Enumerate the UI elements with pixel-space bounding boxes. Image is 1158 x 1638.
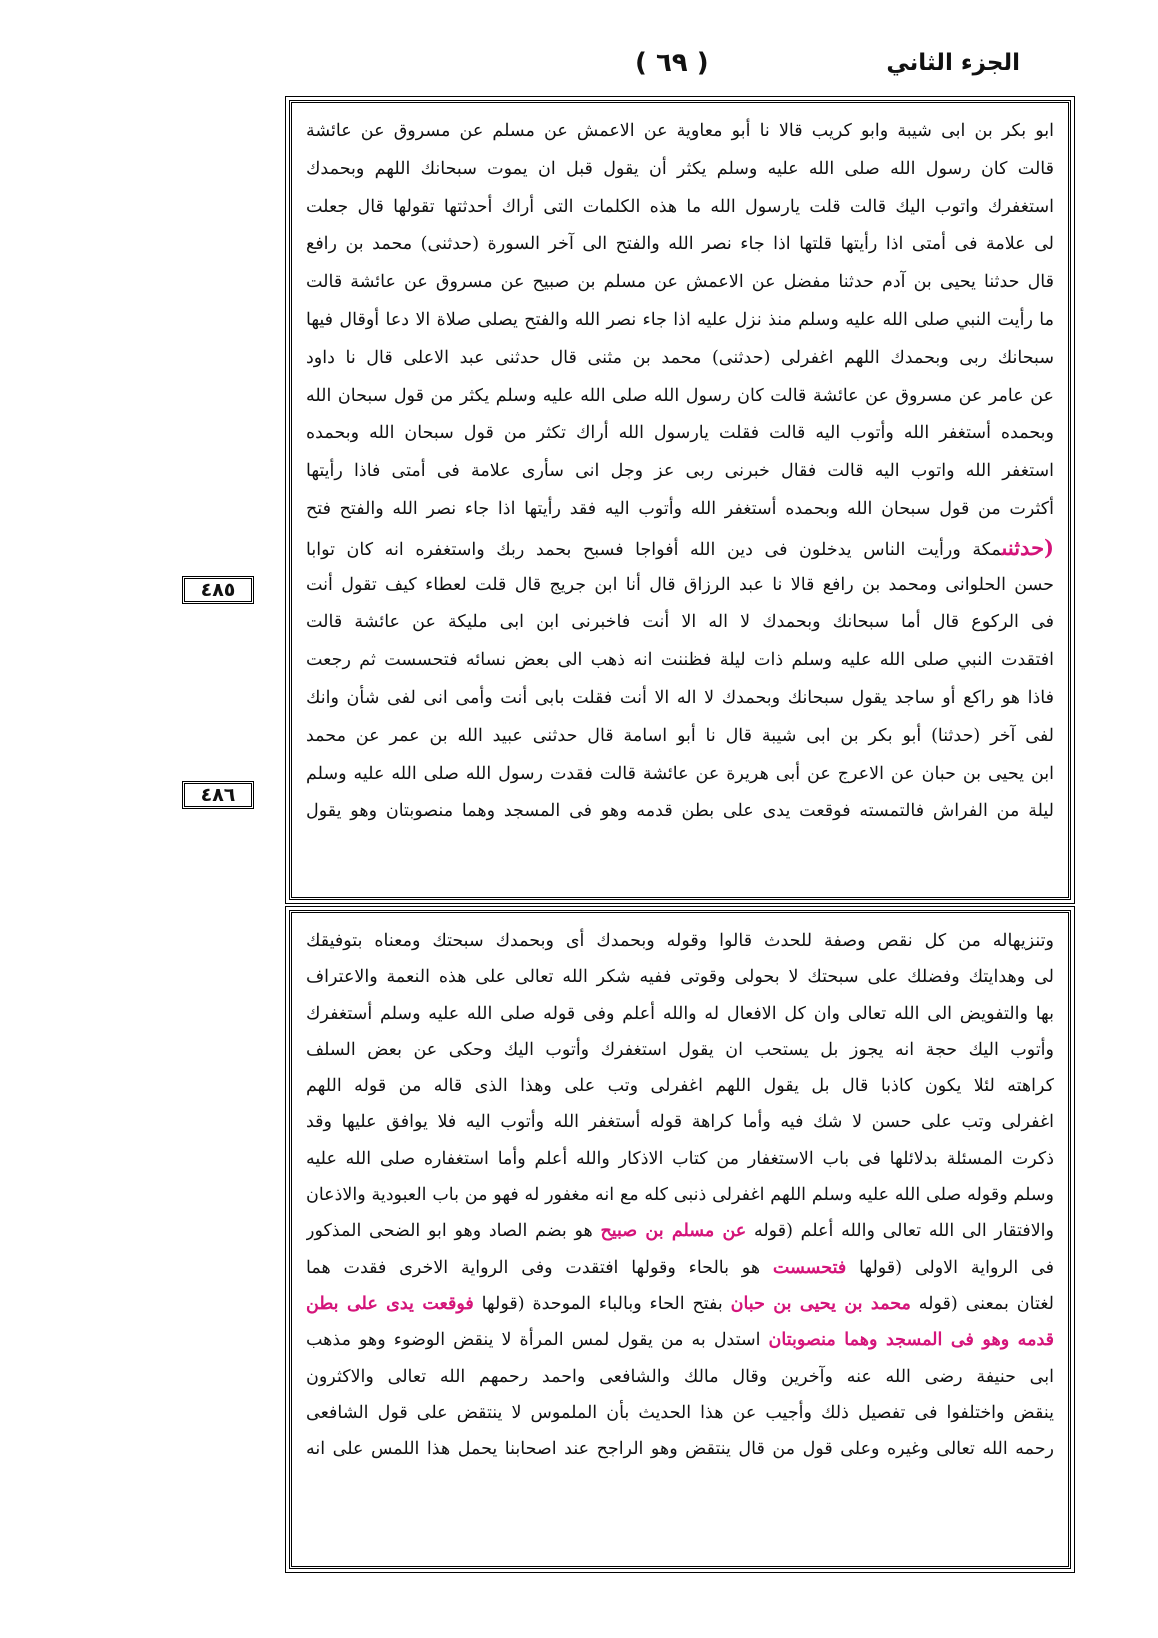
commentary-line (306, 1322, 1054, 1358)
highlighted-term: (حدثنى (1001, 534, 1054, 560)
hadith-line (306, 491, 1054, 529)
text-run: لى علامة فى أمتى اذا رأيتها قلتها اذا جاء نصر الله والفتح الى آخر السورة ( (472, 234, 1054, 255)
text-run: عن عامر عن مسروق عن عائشة قالت كان رسول الله صلى الله عليه وسلم يكثر من قول سبحان الله (306, 385, 1054, 406)
text-run: ليلة من الفراش فالتمسته فوقعت يدى على بطن قدمه وهو فى المسجد وهما منصوبتان وهو يقول (306, 801, 1054, 822)
hadith-line (306, 718, 1054, 756)
hadith-number-486: ٤٨٦ (182, 781, 254, 809)
hadith-line (306, 756, 1054, 794)
text-run: وتنزيهاله من كل نقص وصفة للحدث قالوا وقوله وبحمدك أى وبحمدك سبحتك ومعناه بتوفيقك (306, 931, 1054, 951)
hadith-line (306, 226, 1054, 264)
commentary-text-frame (285, 906, 1075, 1573)
text-run: حدثنى) محمد بن رافع (306, 234, 473, 255)
commentary-line (306, 1213, 1054, 1249)
hadith-line (306, 529, 1054, 567)
volume-title: الجزء الثاني (886, 50, 1020, 76)
text-run: قالت كان رسول الله صلى الله عليه وسلم يكثر أن يقول قبل ان يموت سبحانك اللهم وبحمدك (306, 158, 1054, 179)
hadith-line (306, 189, 1054, 227)
hadith-text-frame (285, 96, 1075, 904)
text-run: والافتقار الى الله تعالى والله أعلم (قوله (746, 1221, 1054, 1242)
hadith-line (306, 680, 1054, 718)
text-run: ابو بكر بن ابى شيبة وابو كريب قالا نا أبو معاوية عن الاعمش عن مسلم عن مسروق عن عائشة (306, 121, 1054, 141)
text-run: قال حدثنا يحيى بن آدم حدثنا مفضل عن الاعمش عن مسلم بن صبيح عن مسروق عن عائشة قالت (306, 272, 1054, 293)
commentary-text-block (306, 923, 1054, 1467)
text-run: هو بضم الصاد وهو ابو الضحى المذكور (306, 1221, 601, 1242)
commentary-line (306, 1068, 1054, 1104)
text-run: رحمه الله تعالى وغيره وعلى قول من قال ينتقض وهو الراجح عند اصحابنا يحمل هذا اللمس على انه (306, 1439, 1054, 1460)
text-run: فاذا هو راكع أو ساجد يقول سبحانك وبحمدك لا اله الا أنت فقلت بابى أنت وأمى انى لفى شأن وانك (306, 687, 1054, 708)
text-run: فى الرواية الاولى (قولها (846, 1257, 1054, 1278)
commentary-line (306, 959, 1054, 995)
text-run: فى الركوع قال أما سبحانك وبحمدك لا اله الا أنت فاخبرنى ابن ابى مليكة عن عائشة قالت (306, 612, 1054, 633)
hadith-line (306, 642, 1054, 680)
highlighted-term: فوقعت يدى على بطن (306, 1293, 474, 1314)
hadith-line (306, 453, 1054, 491)
text-run: استغفر الله واتوب اليه قالت فقال خبرنى ربى عز وجل انى سأرى علامة فى أمتى فاذا رأيتها (306, 461, 1054, 482)
text-run: اغفرلى وتب على حسن لا شك فيه وأما كراهة قوله أستغفر الله وأتوب اليه فلا يوافق عليها وقد (306, 1112, 1054, 1133)
highlighted-term: محمد بن يحيى بن حبان (730, 1293, 911, 1314)
text-run: ابى حنيفة رضى الله عنه وآخرين وقال مالك والشافعى واحمد رحمهم الله تعالى والاكثرون (306, 1366, 1054, 1387)
commentary-line (306, 1032, 1054, 1068)
text-run: مكة ورأيت الناس يدخلون فى دين الله أفواجا فسبح بحمد ربك واستغفره انه كان توابا (306, 539, 1002, 560)
text-run: لفى آخر ( (973, 725, 1054, 746)
hadith-line (306, 793, 1054, 831)
page-header (280, 48, 1080, 88)
text-run: ذكرت المسئلة بدلائلها فى باب الاستغفار من كتاب الاذكار والله أعلم وأما استغفاره صلى الله عليه (306, 1148, 1054, 1169)
text-run: استدل به من يقول لمس المرأة لا ينقض الوضوء وهو مذهب (306, 1330, 769, 1351)
text-run: وبحمده أستغفر الله وأتوب اليه قالت فقلت يارسول الله أراك تكثر من قول سبحان الله وبحمده (306, 423, 1054, 444)
hadith-number-485: ٤٨٥ (182, 576, 254, 604)
commentary-line (306, 923, 1054, 959)
text-run: لغتان بمعنى (قوله (910, 1293, 1054, 1314)
commentary-line (306, 1104, 1054, 1140)
highlighted-term: قدمه وهو فى المسجد وهما منصوبتان (768, 1330, 1054, 1351)
text-run: كراهته لئلا يكون كاذبا قال بل يقول اللهم اغفرلى وتب على وهذا الذى قاله من قوله اللهم (306, 1076, 1054, 1097)
commentary-line (306, 1359, 1054, 1395)
hadith-text-block (306, 113, 1054, 831)
hadith-line (306, 302, 1054, 340)
commentary-line (306, 1431, 1054, 1467)
text-run: بها والتفويض الى الله تعالى وان كل الافعال له والله أعلم وفى قوله صلى الله عليه وسلم أستغفرك (306, 1003, 1054, 1024)
text-run: وأتوب اليك حجة انه يجوز بل يستحب ان يقول استغفرك وأتوب اليك وحكى عن بعض السلف (306, 1039, 1054, 1060)
text-run: سبحانك ربى وبحمدك اللهم اغفرلى ( (763, 347, 1054, 368)
commentary-line (306, 1286, 1054, 1322)
hadith-line (306, 415, 1054, 453)
page-number: ( ٦٩ ) (635, 48, 709, 78)
hadith-line (306, 378, 1054, 416)
text-run: استغفرك واتوب اليك قالت قلت يارسول الله ما هذه الكلمات التى أراك أحدثتها تقولها قال جعلت (306, 196, 1054, 217)
commentary-line (306, 1250, 1054, 1286)
text-run: هو بالحاء وقولها افتقدت وفى الرواية الاخرى فقدت هما (306, 1257, 773, 1278)
highlighted-term: فتحسست (772, 1257, 847, 1278)
text-run: بفتح الحاء وبالباء الموحدة (قولها (473, 1293, 731, 1314)
text-run: حدثنى) محمد بن مثنى قال حدثنى عبد الاعلى قال نا داود (306, 347, 764, 368)
hadith-line (306, 113, 1054, 151)
text-run: حسن الحلوانى ومحمد بن رافع قالا نا عبد الرزاق قال أنا ابن جريج قال قلت لعطاء كيف تقول أنت (306, 574, 1054, 595)
text-run: حدثنا) أبو بكر بن ابى شيبة قال نا أبو اسامة قال حدثنى عبيد الله بن عمر عن محمد (306, 725, 974, 746)
hadith-line (306, 567, 1054, 605)
text-run: ابن يحيى بن حبان عن الاعرج عن أبى هريرة عن عائشة قالت فقدت رسول الله صلى الله عليه وسلم (306, 763, 1054, 784)
text-run: افتقدت النبي صلى الله عليه وسلم ذات ليلة فظننت انه ذهب الى بعض نسائه فتحسست ثم رجعت (306, 650, 1054, 671)
hadith-line (306, 264, 1054, 302)
text-run: وسلم وقوله صلى الله عليه وسلم اللهم اغفرلى ذنبى كله مع انه مغفور له فهو من باب العبودية والاذعان (306, 1185, 1054, 1206)
text-run: ينقض واختلفوا فى تفصيل ذلك وأجيب عن هذا الحديث بأن الملموس لا ينتقض على قول الشافعى (306, 1402, 1054, 1423)
text-run: ما رأيت النبي صلى الله عليه وسلم منذ نزل عليه اذا جاء نصر الله والفتح يصلى صلاة الا دعا أوقال فيها (306, 309, 1054, 330)
commentary-line (306, 1177, 1054, 1213)
commentary-line (306, 1141, 1054, 1177)
text-run: أكثرت من قول سبحان الله وبحمده أستغفر الله وأتوب اليه فقد رأيتها اذا جاء نصر الله والفتح فتح (306, 498, 1054, 519)
hadith-line (306, 604, 1054, 642)
text-run: لى وهدايتك وفضلك على سبحتك لا بحولى وقوتى ففيه شكر الله تعالى على هذه النعمة والاعتراف (306, 967, 1054, 988)
hadith-line (306, 151, 1054, 189)
highlighted-term: عن مسلم بن صبيح (600, 1221, 747, 1242)
commentary-line (306, 996, 1054, 1032)
hadith-line (306, 340, 1054, 378)
commentary-line (306, 1395, 1054, 1431)
